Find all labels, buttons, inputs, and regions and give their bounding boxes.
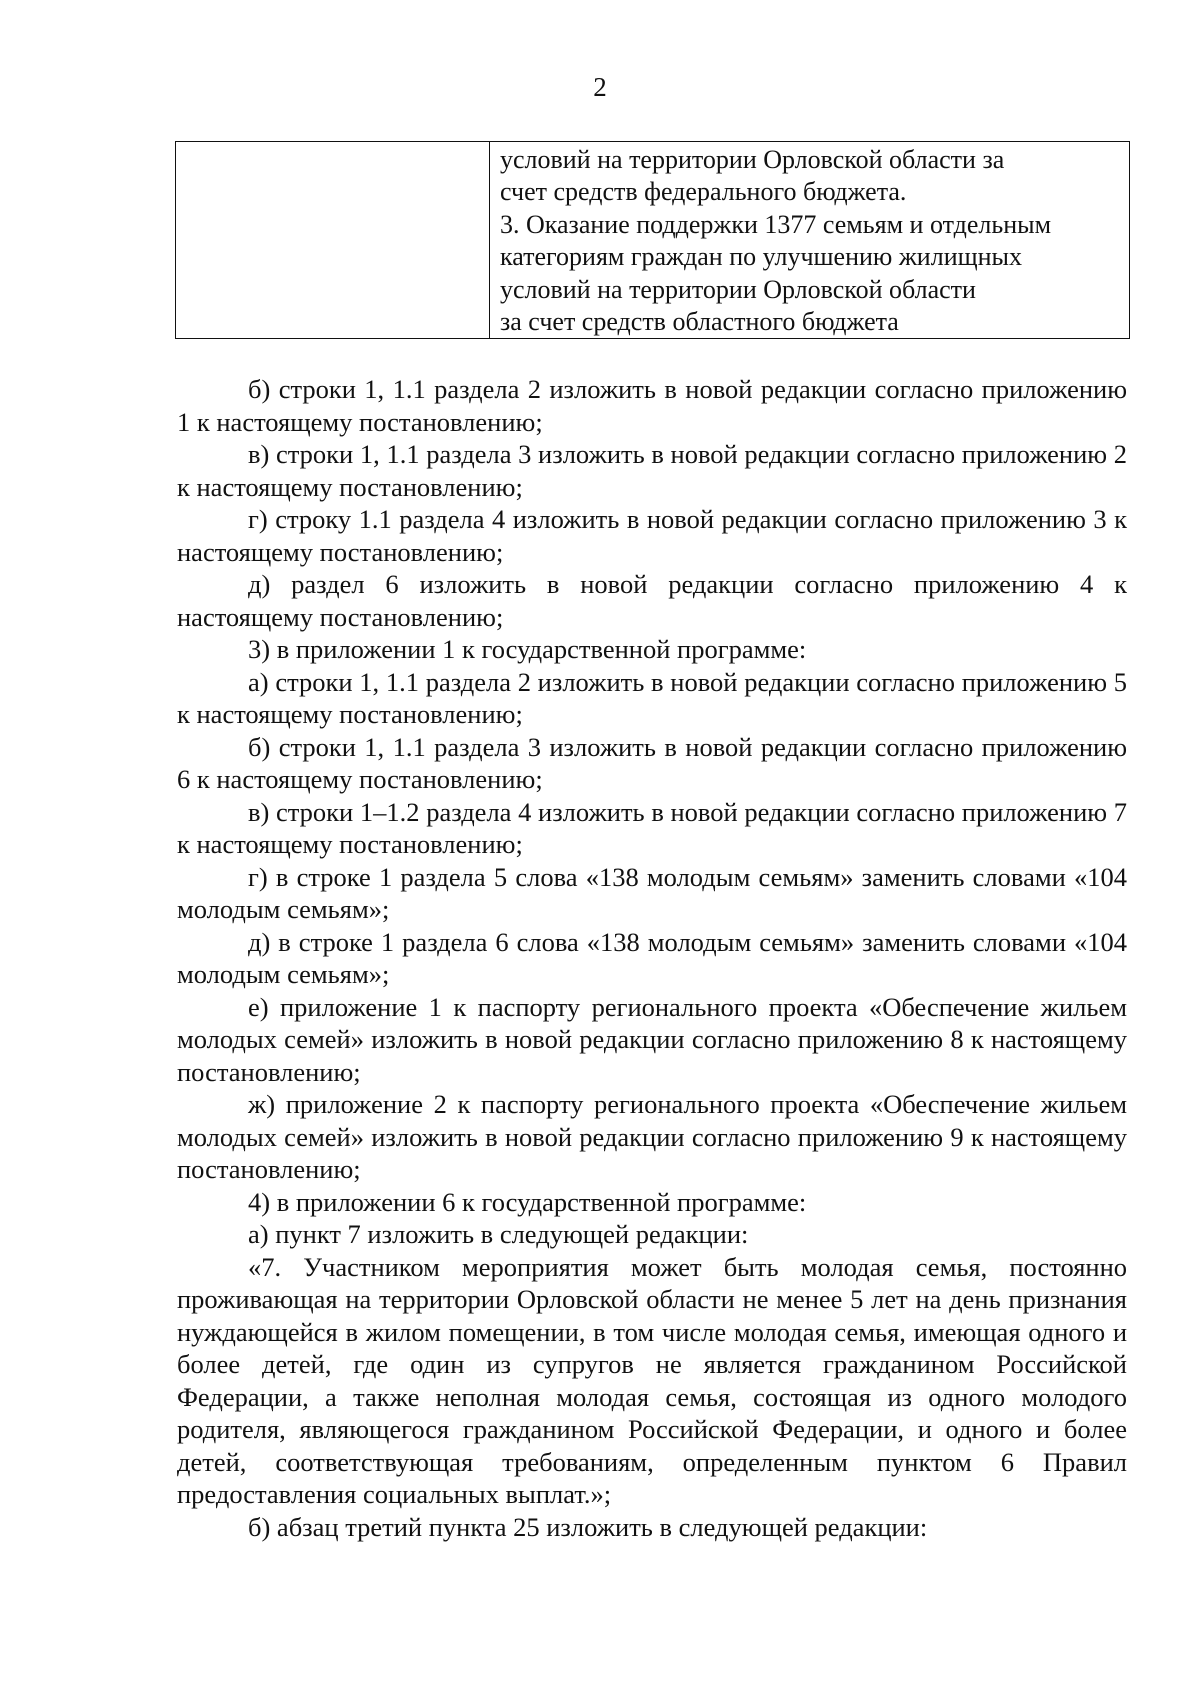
paragraph: б) строки 1, 1.1 раздела 3 изложить в новой редакции согласно приложению 6 к настоящему постановлению; xyxy=(177,731,1127,794)
paragraph: ж) приложение 2 к паспорту регионального проекта «Обеспечение жильем молодых семей» изложить в новой редакции согласно приложению 9 к настоящему постановлению; xyxy=(177,1089,1127,1184)
paragraph: 4) в приложении 6 к государственной программе: xyxy=(248,1186,807,1217)
paragraph: г) строку 1.1 раздела 4 изложить в новой редакции согласно приложению 3 к настоящему постановлению; xyxy=(177,504,1127,567)
table-cell-text xyxy=(490,142,1129,338)
table-line: категориям граждан по улучшению жилищных xyxy=(500,242,1023,272)
paragraph: г) в строке 1 раздела 5 слова «138 молодым семьям» заменить словами «104 молодым семьям»; xyxy=(177,861,1127,924)
paragraph: в) строки 1–1.2 раздела 4 изложить в новой редакции согласно приложению 7 к настоящему постановлению; xyxy=(177,796,1127,859)
continuation-table xyxy=(175,141,1130,339)
paragraph: 3) в приложении 1 к государственной программе: xyxy=(248,634,807,664)
page-number: 2 xyxy=(593,72,607,102)
paragraph: д) в строке 1 раздела 6 слова «138 молодым семьям» заменить словами «104 молодым семьям»; xyxy=(177,926,1127,989)
paragraph: б) абзац третий пункта 25 изложить в следующей редакции: xyxy=(248,1511,928,1542)
table-line: условий на территории Орловской области за xyxy=(500,145,1005,174)
paragraph: в) строки 1, 1.1 раздела 3 изложить в новой редакции согласно приложению 2 к настоящему постановлению; xyxy=(177,439,1127,502)
paragraph: д) раздел 6 изложить в новой редакции согласно приложению 4 к настоящему постановлению; xyxy=(177,569,1127,632)
table-line: условий на территории Орловской области xyxy=(500,274,976,304)
document-body xyxy=(177,373,1127,1543)
table-line: за счет средств областного бюджета xyxy=(500,307,899,337)
paragraph: а) строки 1, 1.1 раздела 2 изложить в новой редакции согласно приложению 5 к настоящему постановлению; xyxy=(177,666,1127,729)
paragraph: е) приложение 1 к паспорту регионального проекта «Обеспечение жильем молодых семей» изложить в новой редакции согласно приложению 8 к настоящему постановлению; xyxy=(177,991,1127,1087)
table-line: счет средств федерального бюджета. xyxy=(500,177,907,207)
table-cell-empty xyxy=(176,142,490,338)
paragraph: б) строки 1, 1.1 раздела 2 изложить в новой редакции согласно приложению 1 к настоящему постановлению; xyxy=(177,374,1127,437)
table-line: 3. Оказание поддержки 1377 семьям и отдельным xyxy=(500,209,1052,239)
paragraph: а) пункт 7 изложить в следующей редакции: xyxy=(248,1219,749,1249)
paragraph: «7. Участником мероприятия может быть молодая семья, постоянно проживающая на территории Орловской области не менее 5 лет на день признания нуждающейся в жилом помещении, в том числе молодая семья, имеющая одного и более детей, где один из супругов не является гражданином Российской Федерации, а также неполная молодая семья, состоящая из одного молодого родителя, являющегося гражданином Российской Федерации, и одного и более детей, соответствующая требованиям, определенным пунктом 6 Правил предоставления социальных выплат.»; xyxy=(177,1251,1127,1509)
